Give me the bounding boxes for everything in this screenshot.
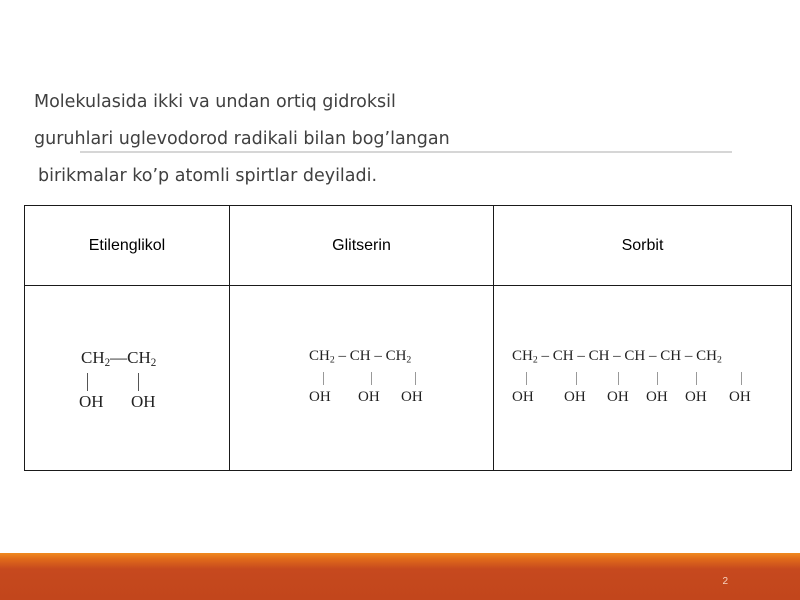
oh-bond bbox=[415, 372, 416, 385]
intro-line-1: Molekulasida ikki va undan ortiq gidroksil bbox=[34, 92, 396, 112]
oh-group: OH bbox=[401, 388, 423, 405]
footer-bar bbox=[0, 553, 800, 600]
formula-cell-glitserin bbox=[230, 286, 494, 471]
oh-group: OH bbox=[607, 388, 629, 405]
ch2-group: $CH_2$ bbox=[385, 348, 412, 366]
formula-cell-etilenglikol bbox=[25, 286, 230, 471]
intro-line-3: birikmalar ko’p atomli spirtlar deyiladi. bbox=[38, 166, 378, 186]
ch2-group: $CH_2$ bbox=[127, 347, 157, 369]
header-glitserin: Glitserin bbox=[230, 206, 494, 286]
ch-group: CH bbox=[349, 348, 371, 365]
oh-bond bbox=[618, 372, 619, 385]
bond: – bbox=[374, 348, 382, 365]
table-header-row bbox=[25, 206, 792, 286]
bond: – bbox=[649, 348, 657, 365]
ch2-group: $CH_2$ bbox=[512, 348, 538, 366]
oh-group: OH bbox=[131, 392, 156, 412]
ch2-group: $CH_2$ bbox=[696, 348, 722, 366]
oh-group: OH bbox=[309, 388, 331, 405]
oh-group: OH bbox=[564, 388, 586, 405]
etilenglikol-formula bbox=[81, 348, 229, 413]
alcohols-table bbox=[24, 205, 792, 471]
oh-group: OH bbox=[685, 388, 707, 405]
ch2-group: $CH_2$ bbox=[81, 347, 111, 369]
ch-group: CH bbox=[588, 348, 610, 365]
sorbit-formula bbox=[512, 347, 791, 406]
ch-group: CH bbox=[552, 348, 574, 365]
oh-bond bbox=[657, 372, 658, 385]
header-etilenglikol: Etilenglikol bbox=[25, 206, 230, 286]
oh-bond bbox=[526, 372, 527, 385]
ch-group: CH bbox=[624, 348, 646, 365]
oh-group: OH bbox=[79, 392, 104, 412]
oh-bond bbox=[87, 373, 88, 391]
bond: – bbox=[541, 348, 549, 365]
oh-bond bbox=[138, 373, 139, 391]
divider-line bbox=[80, 151, 732, 153]
bond: – bbox=[613, 348, 621, 365]
header-sorbit: Sorbit bbox=[494, 206, 792, 286]
glitserin-formula bbox=[309, 347, 493, 406]
bond: — bbox=[110, 347, 128, 367]
ch-group: CH bbox=[660, 348, 682, 365]
ch2-group: $CH_2$ bbox=[309, 348, 335, 366]
table-formula-row bbox=[25, 286, 792, 471]
oh-group: OH bbox=[512, 388, 534, 405]
oh-bond bbox=[576, 372, 577, 385]
intro-text bbox=[34, 84, 554, 195]
bond: – bbox=[338, 348, 346, 365]
oh-bond bbox=[741, 372, 742, 385]
page-number: 2 bbox=[722, 576, 728, 587]
bond: – bbox=[684, 348, 693, 365]
oh-group: OH bbox=[358, 388, 380, 405]
intro-line-2: guruhlari uglevodorod radikali bilan bog’langan bbox=[34, 129, 450, 149]
formula-cell-sorbit bbox=[494, 286, 792, 471]
oh-group: OH bbox=[729, 388, 751, 405]
oh-bond bbox=[323, 372, 324, 385]
oh-bond bbox=[371, 372, 372, 385]
bond: – bbox=[577, 348, 585, 365]
oh-bond bbox=[696, 372, 697, 385]
oh-group: OH bbox=[646, 388, 668, 405]
